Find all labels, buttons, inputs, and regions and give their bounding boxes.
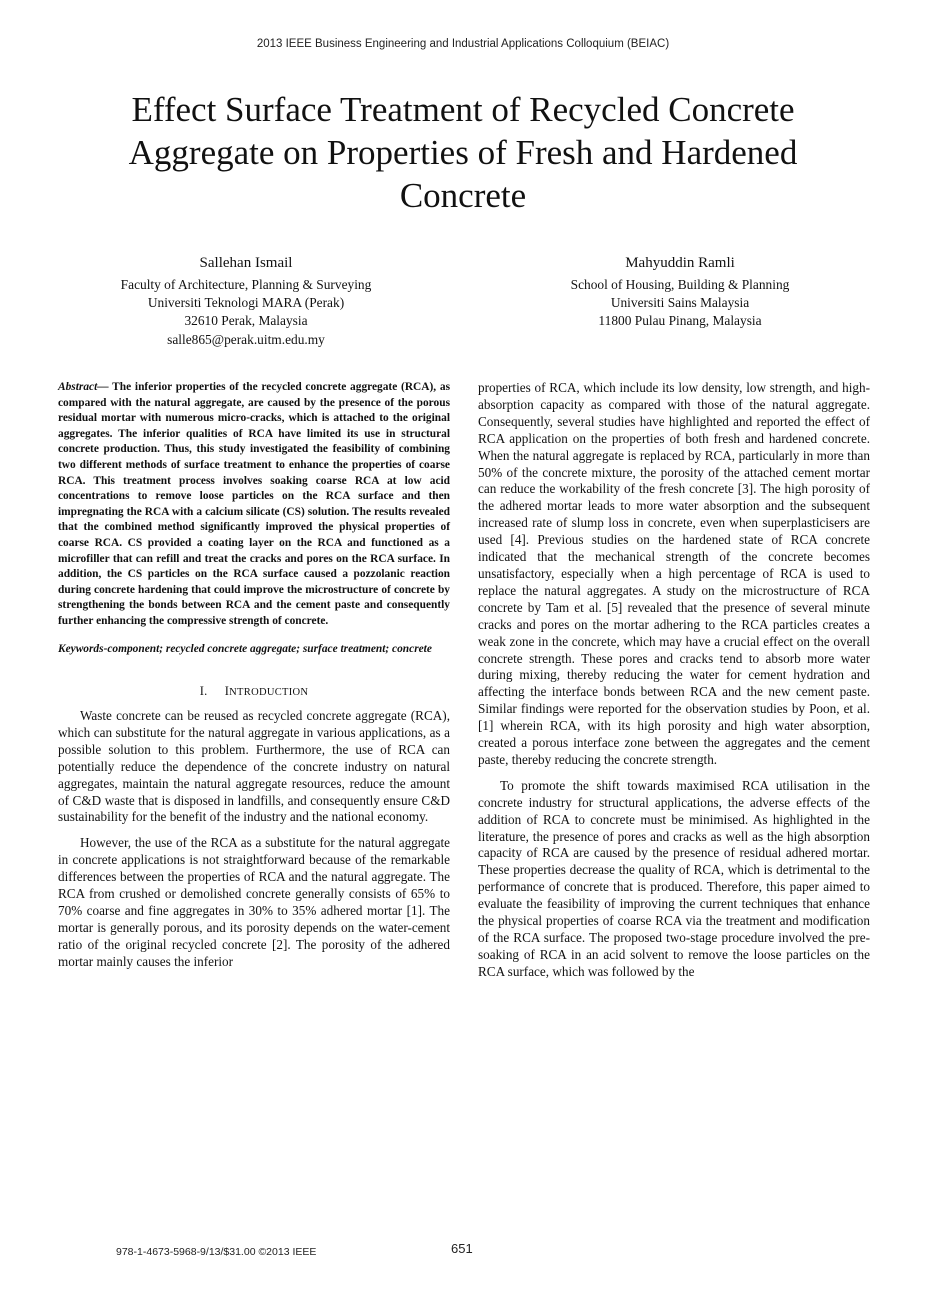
right-column — [478, 380, 870, 981]
abstract — [58, 380, 450, 630]
paragraph: Waste concrete can be reused as recycled concrete aggregate (RCA), which can substitute for the natural aggregate in various applications, as a possible solution to this problem. Furthermore, the use of RCA can potentially reduce the dependence of the concrete industry on natural aggregates, maintain the natural aggregate resources, reduce the amount of C&D waste that is disposed in landfills, and consequently ensure C&D sustainability for the benefit of the industry and the national economy. — [58, 708, 450, 825]
page-number: 651 — [451, 1241, 473, 1256]
footer-isbn: 978-1-4673-5968-9/13/$31.00 ©2013 IEEE — [116, 1246, 317, 1258]
author-affiliation: Faculty of Architecture, Planning & Surveying — [120, 277, 372, 292]
conference-header: 2013 IEEE Business Engineering and Industrial Applications Colloquium (BEIAC) — [256, 38, 670, 50]
paragraph: To promote the shift towards maximised RCA utilisation in the concrete industry for structural applications, the adverse effects of the addition of RCA to concrete must be minimised. As highlighted in the literature, the presence of pores and cracks as well as the high absorption capacity of RCA are caused by the presence of residual adhered mortar. These properties decrease the quality of RCA, which is detrimental to the performance of concrete that is produced. Therefore, this paper aimed to evaluate the feasibility of improving the current techniques that enhance the physical properties of coarse RCA via the treatment and modification of the RCA surface. The proposed two-stage procedure involved the pre-soaking of RCA in an acid solvent to remove the loose particles on the RCA surface, which was followed by the — [478, 777, 870, 979]
author-affiliation: School of Housing, Building & Planning — [570, 277, 790, 292]
section-heading-introduction — [58, 683, 450, 702]
section-title-rest: NTRODUCTION — [229, 687, 309, 699]
paragraph: properties of RCA, which include its low density, low strength, and high-absorption capacity as compared with those of the natural aggregate. Consequently, several studies have highlighted and reported the effect of RCA application on the properties of both fresh and hardened concrete. When the natural aggregate is replaced by RCA, particularly in more than 50% of the concrete mixture, the porosity of the attached cement mortar can reduce the workability of the fresh concrete [3]. The high porosity of the adhered mortar leads to more water absorption and the subsequent increased rate of slump loss in concrete, even when superplasticisers are used [4]. Previous studies on the hardened state of RCA concrete indicated that the mechanical strength of the concrete becomes unsatisfactory, especially when a high percentage of RCA is used to replace the natural aggregates. A study on the microstructure of RCA concrete by Tam et al. [5] revealed that the presence of several minute cracks and pores on the mortar adhering to the RCA particles creates a weak zone in the concrete, which may have a crucial effect on the overall concrete strength. These pores and cracks tend to absorb more water during mixing, thereby reducing the water for cement hydration and affecting the interface bonds between RCA and the new cement paste. Similar findings were reported for the observation studies by Poon, et al. [1] wherein RCA, with its high porosity and high water absorption, created a porous interface zone between the aggregates and the cement paste, thereby reducing the concrete strength. — [478, 380, 870, 767]
paragraph: However, the use of the RCA as a substitute for the natural aggregate in concrete applications is not straightforward because of the remarkable differences between the properties of RCA and the natural aggregate. The RCA from crushed or demolished concrete generally consists of 65% to 70% coarse and fine aggregates in 30% to 35% adhered mortar [1]. The mortar is generally porous, and its porosity depends on the water-cement ratio of the original recycled concrete [2]. The porosity of the adhered mortar mainly causes the inferior — [58, 835, 450, 969]
author-address: 32610 Perak, Malaysia — [184, 313, 308, 329]
author-block-1 — [66, 252, 426, 349]
author-block-2 — [500, 252, 860, 331]
author-name: Sallehan Ismail — [199, 255, 293, 271]
abstract-lead: Abstract— — [58, 381, 109, 393]
keywords: Keywords-component; recycled concrete aggregate; surface treatment; concrete — [58, 642, 432, 655]
author-address: 11800 Pulau Pinang, Malaysia — [598, 313, 762, 329]
left-column — [58, 380, 450, 971]
author-institution: Universiti Teknologi MARA (Perak) — [147, 295, 345, 311]
paper-title: Effect Surface Treatment of Recycled Concrete Aggregate on Properties of Fresh and Hardened Concrete — [128, 90, 798, 215]
author-institution: Universiti Sains Malaysia — [610, 295, 750, 311]
section-number: I. — [199, 684, 208, 699]
abstract-text: The inferior properties of the recycled concrete aggregate (RCA), as compared with the natural aggregate, are caused by the presence of the porous residual mortar with numerous micro-cracks, which is attached to the original aggregates. The inferior qualities of RCA have limited its use in structural concrete production. Thus, this study investigated the feasibility of combining two different methods of surface treatment to enhance the properties of coarse RCA. This treatment process involves soaking coarse RCA at low acid concentrations to remove loose particles on the RCA surface and then impregnating the RCA with a calcium silicate (CS) solution. The results revealed that the combined method significantly improved the physical properties of coarse RCA. CS provided a coating layer on the RCA and functioned as a microfiller that can refill and treat the cracks and pores on the RCA surface. In addition, the CS particles on the RCA surface caused a pozzolanic reaction during concrete hardening that could improve the microstructure of concrete by strengthening the bonds between RCA and the cement paste and consequently further enhancing the compressive strength of concrete. — [58, 381, 450, 627]
author-email: salle865@perak.uitm.edu.my — [167, 331, 325, 347]
section-title-initial: I — [224, 684, 230, 699]
author-name: Mahyuddin Ramli — [625, 255, 735, 271]
